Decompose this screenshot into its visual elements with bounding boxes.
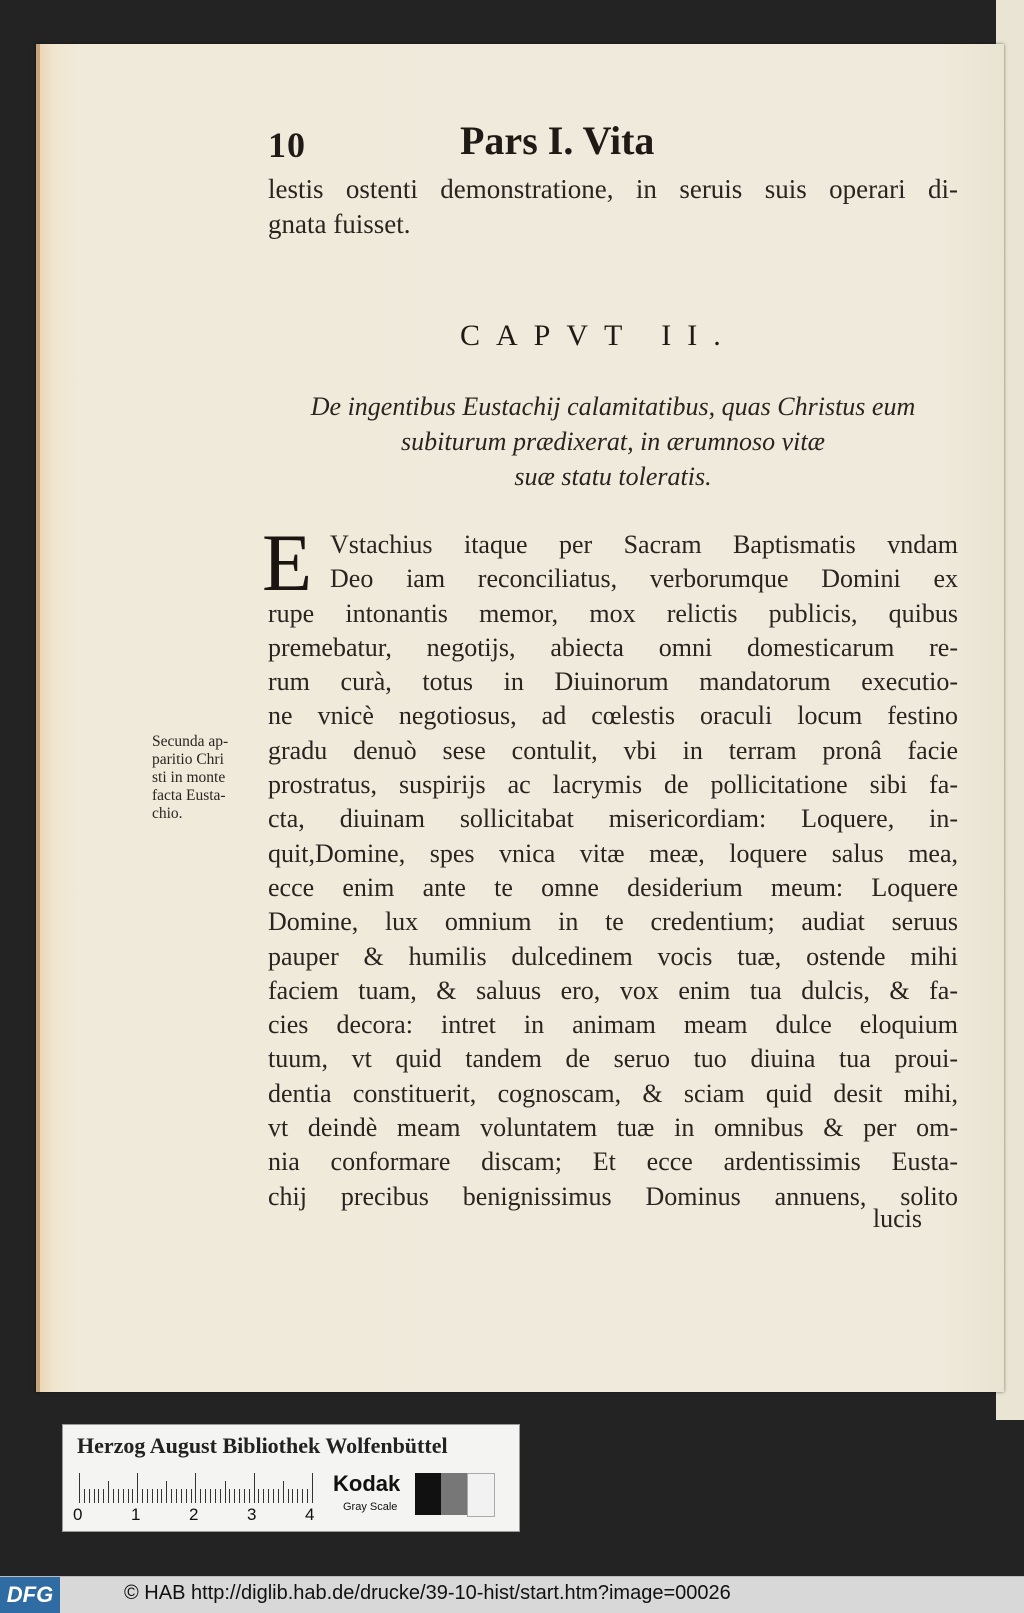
ruler-tick — [273, 1489, 274, 1503]
marginal-line: chio. — [152, 805, 183, 822]
ruler-tick — [103, 1489, 104, 1503]
ruler-tick — [94, 1489, 95, 1503]
text-line: quit,Domine, spes vnica vitæ meæ, loquere salus mea, — [268, 838, 958, 868]
opening-paragraph — [268, 172, 958, 241]
scale-number: 0 — [73, 1505, 83, 1524]
ruler-tick — [89, 1489, 90, 1503]
text-line: cta, diuinam sollicitabat misericordiam: Loquere, in- — [268, 804, 958, 834]
ruler-tick — [307, 1489, 308, 1503]
text-line: dentia constituerit, cognoscam, & sciam quid desit mihi, — [268, 1078, 958, 1108]
text-line: ecce enim ante te omne desiderium meum: Loquere — [268, 872, 958, 902]
ruler-tick — [205, 1489, 206, 1503]
chapter-heading: CAPVT II. — [460, 319, 737, 352]
ruler-tick — [166, 1481, 167, 1503]
ruler-tick — [268, 1489, 269, 1503]
ruler-tick — [239, 1489, 240, 1503]
ruler-tick — [283, 1481, 284, 1503]
gray-swatch-black — [415, 1473, 441, 1515]
text-line: faciem tuam, & saluus ero, vox enim tua dulcis, & fa- — [268, 975, 958, 1005]
text-line: lestis ostenti demonstratione, in seruis suis operari di- — [268, 174, 958, 204]
ruler-tick — [171, 1489, 172, 1503]
main-paragraph — [268, 528, 958, 1214]
ruler-tick — [132, 1489, 133, 1503]
ruler-tick — [137, 1473, 138, 1503]
ruler-tick — [147, 1489, 148, 1503]
catchword: lucis — [872, 1204, 922, 1233]
text-line: rum curà, totus in Diuinorum mandatorum executio- — [268, 667, 958, 697]
ruler-tick — [254, 1473, 255, 1503]
ruler-tick — [215, 1489, 216, 1503]
ruler-tick — [220, 1489, 221, 1503]
drop-cap: E — [262, 517, 313, 608]
marginal-line: sti in monte — [152, 769, 226, 786]
scale-number: 2 — [189, 1505, 199, 1524]
scale-number: 3 — [247, 1505, 257, 1524]
ruler-tick — [302, 1489, 303, 1503]
text-line: vt deindè meam voluntatem tuæ in omnibus & per om- — [268, 1113, 958, 1143]
ruler-tick — [181, 1489, 182, 1503]
marginal-line: paritio Chri — [152, 751, 224, 768]
kodak-brand: Kodak — [333, 1471, 401, 1496]
text-line: chij precibus benignissimus Dominus annuens, solito — [268, 1181, 958, 1211]
text-line: gradu denuò sese contulit, vbi in terram pronâ facie — [268, 735, 958, 765]
ruler-tick — [84, 1489, 85, 1503]
text-line: cies decora: intret in animam meam dulce eloquium — [268, 1010, 958, 1040]
ruler-tick — [288, 1489, 289, 1503]
marginal-line: facta Eusta- — [152, 787, 226, 804]
ruler-tick — [200, 1489, 201, 1503]
dfg-logo: DFG — [0, 1577, 60, 1613]
ruler-tick — [263, 1489, 264, 1503]
ruler-tick — [128, 1489, 129, 1503]
ruler-tick — [312, 1473, 313, 1503]
gray-scale-label: Gray Scale — [343, 1501, 398, 1513]
copyright-link[interactable]: © HAB http://diglib.hab.de/drucke/39-10-hist/start.htm?image=00026 — [124, 1582, 731, 1604]
page-number: 10 — [268, 125, 306, 165]
chapter-summary — [268, 389, 958, 494]
ruler-tick — [161, 1489, 162, 1503]
ruler-tick — [191, 1489, 192, 1503]
ruler-tick — [225, 1481, 226, 1503]
summary-line: suæ statu toleratis. — [514, 462, 712, 491]
ruler-tick — [244, 1489, 245, 1503]
text-line: ne vnicè negotiosus, ad cœlestis oraculi locum festino — [268, 701, 958, 731]
text-line: premebatur, negotijs, abiecta omni domesticarum re- — [268, 632, 958, 662]
ruler-tick — [229, 1489, 230, 1503]
ruler-tick — [297, 1489, 298, 1503]
ruler-ticks — [79, 1473, 319, 1503]
summary-line: subiturum prædixerat, in ærumnoso vitæ — [401, 427, 825, 456]
ruler-tick — [98, 1489, 99, 1503]
summary-line: De ingentibus Eustachij calamitatibus, quas Christus eum — [310, 392, 916, 421]
book-page — [36, 44, 1004, 1392]
gray-swatch-mid — [441, 1473, 467, 1515]
ruler-tick — [108, 1481, 109, 1503]
ruler-tick — [234, 1489, 235, 1503]
ruler-tick — [79, 1473, 80, 1503]
text-line: prostratus, suspirijs ac lacrymis de pollicitatione sibi fa- — [268, 770, 958, 800]
marginal-line: Secunda ap- — [152, 733, 229, 750]
text-line: gnata fuisset. — [268, 208, 411, 239]
scale-number: 1 — [131, 1505, 141, 1524]
marginal-note — [152, 733, 262, 823]
ruler-tick — [186, 1489, 187, 1503]
ruler-tick — [258, 1489, 259, 1503]
ruler-tick — [195, 1473, 196, 1503]
ruler-tick — [292, 1489, 293, 1503]
ruler-tick — [176, 1489, 177, 1503]
text-line: Deo iam reconciliatus, verborumque Domini ex — [330, 564, 958, 594]
gray-swatch-white — [467, 1473, 495, 1517]
footer-bar — [0, 1576, 1024, 1613]
ruler-tick — [152, 1489, 153, 1503]
text-line: nia conformare discam; Et ecce ardentissimis Eusta- — [268, 1147, 958, 1177]
ruler-scale — [73, 1505, 333, 1525]
ruler-tick — [113, 1489, 114, 1503]
running-head: Pars I. Vita — [460, 118, 655, 163]
ruler-tick — [157, 1489, 158, 1503]
text-line: pauper & humilis dulcedinem vocis tuæ, ostende mihi — [268, 941, 958, 971]
ruler-tick — [142, 1489, 143, 1503]
text-line: rupe intonantis memor, mox relictis publicis, quibus — [268, 598, 958, 628]
color-reference-card — [62, 1424, 520, 1532]
text-line: Vstachius itaque per Sacram Baptismatis vndam — [330, 530, 958, 559]
ruler-tick — [118, 1489, 119, 1503]
ruler-tick — [123, 1489, 124, 1503]
text-line: tuum, vt quid tandem de seruo tuo diuina tua proui- — [268, 1044, 958, 1074]
library-name: Herzog August Bibliothek Wolfenbüttel — [77, 1433, 448, 1458]
scale-number: 4 — [305, 1505, 315, 1524]
ruler-tick — [278, 1489, 279, 1503]
ruler-tick — [210, 1489, 211, 1503]
ruler-tick — [249, 1489, 250, 1503]
text-line: Domine, lux omnium in te credentium; audiat seruus — [268, 907, 958, 937]
